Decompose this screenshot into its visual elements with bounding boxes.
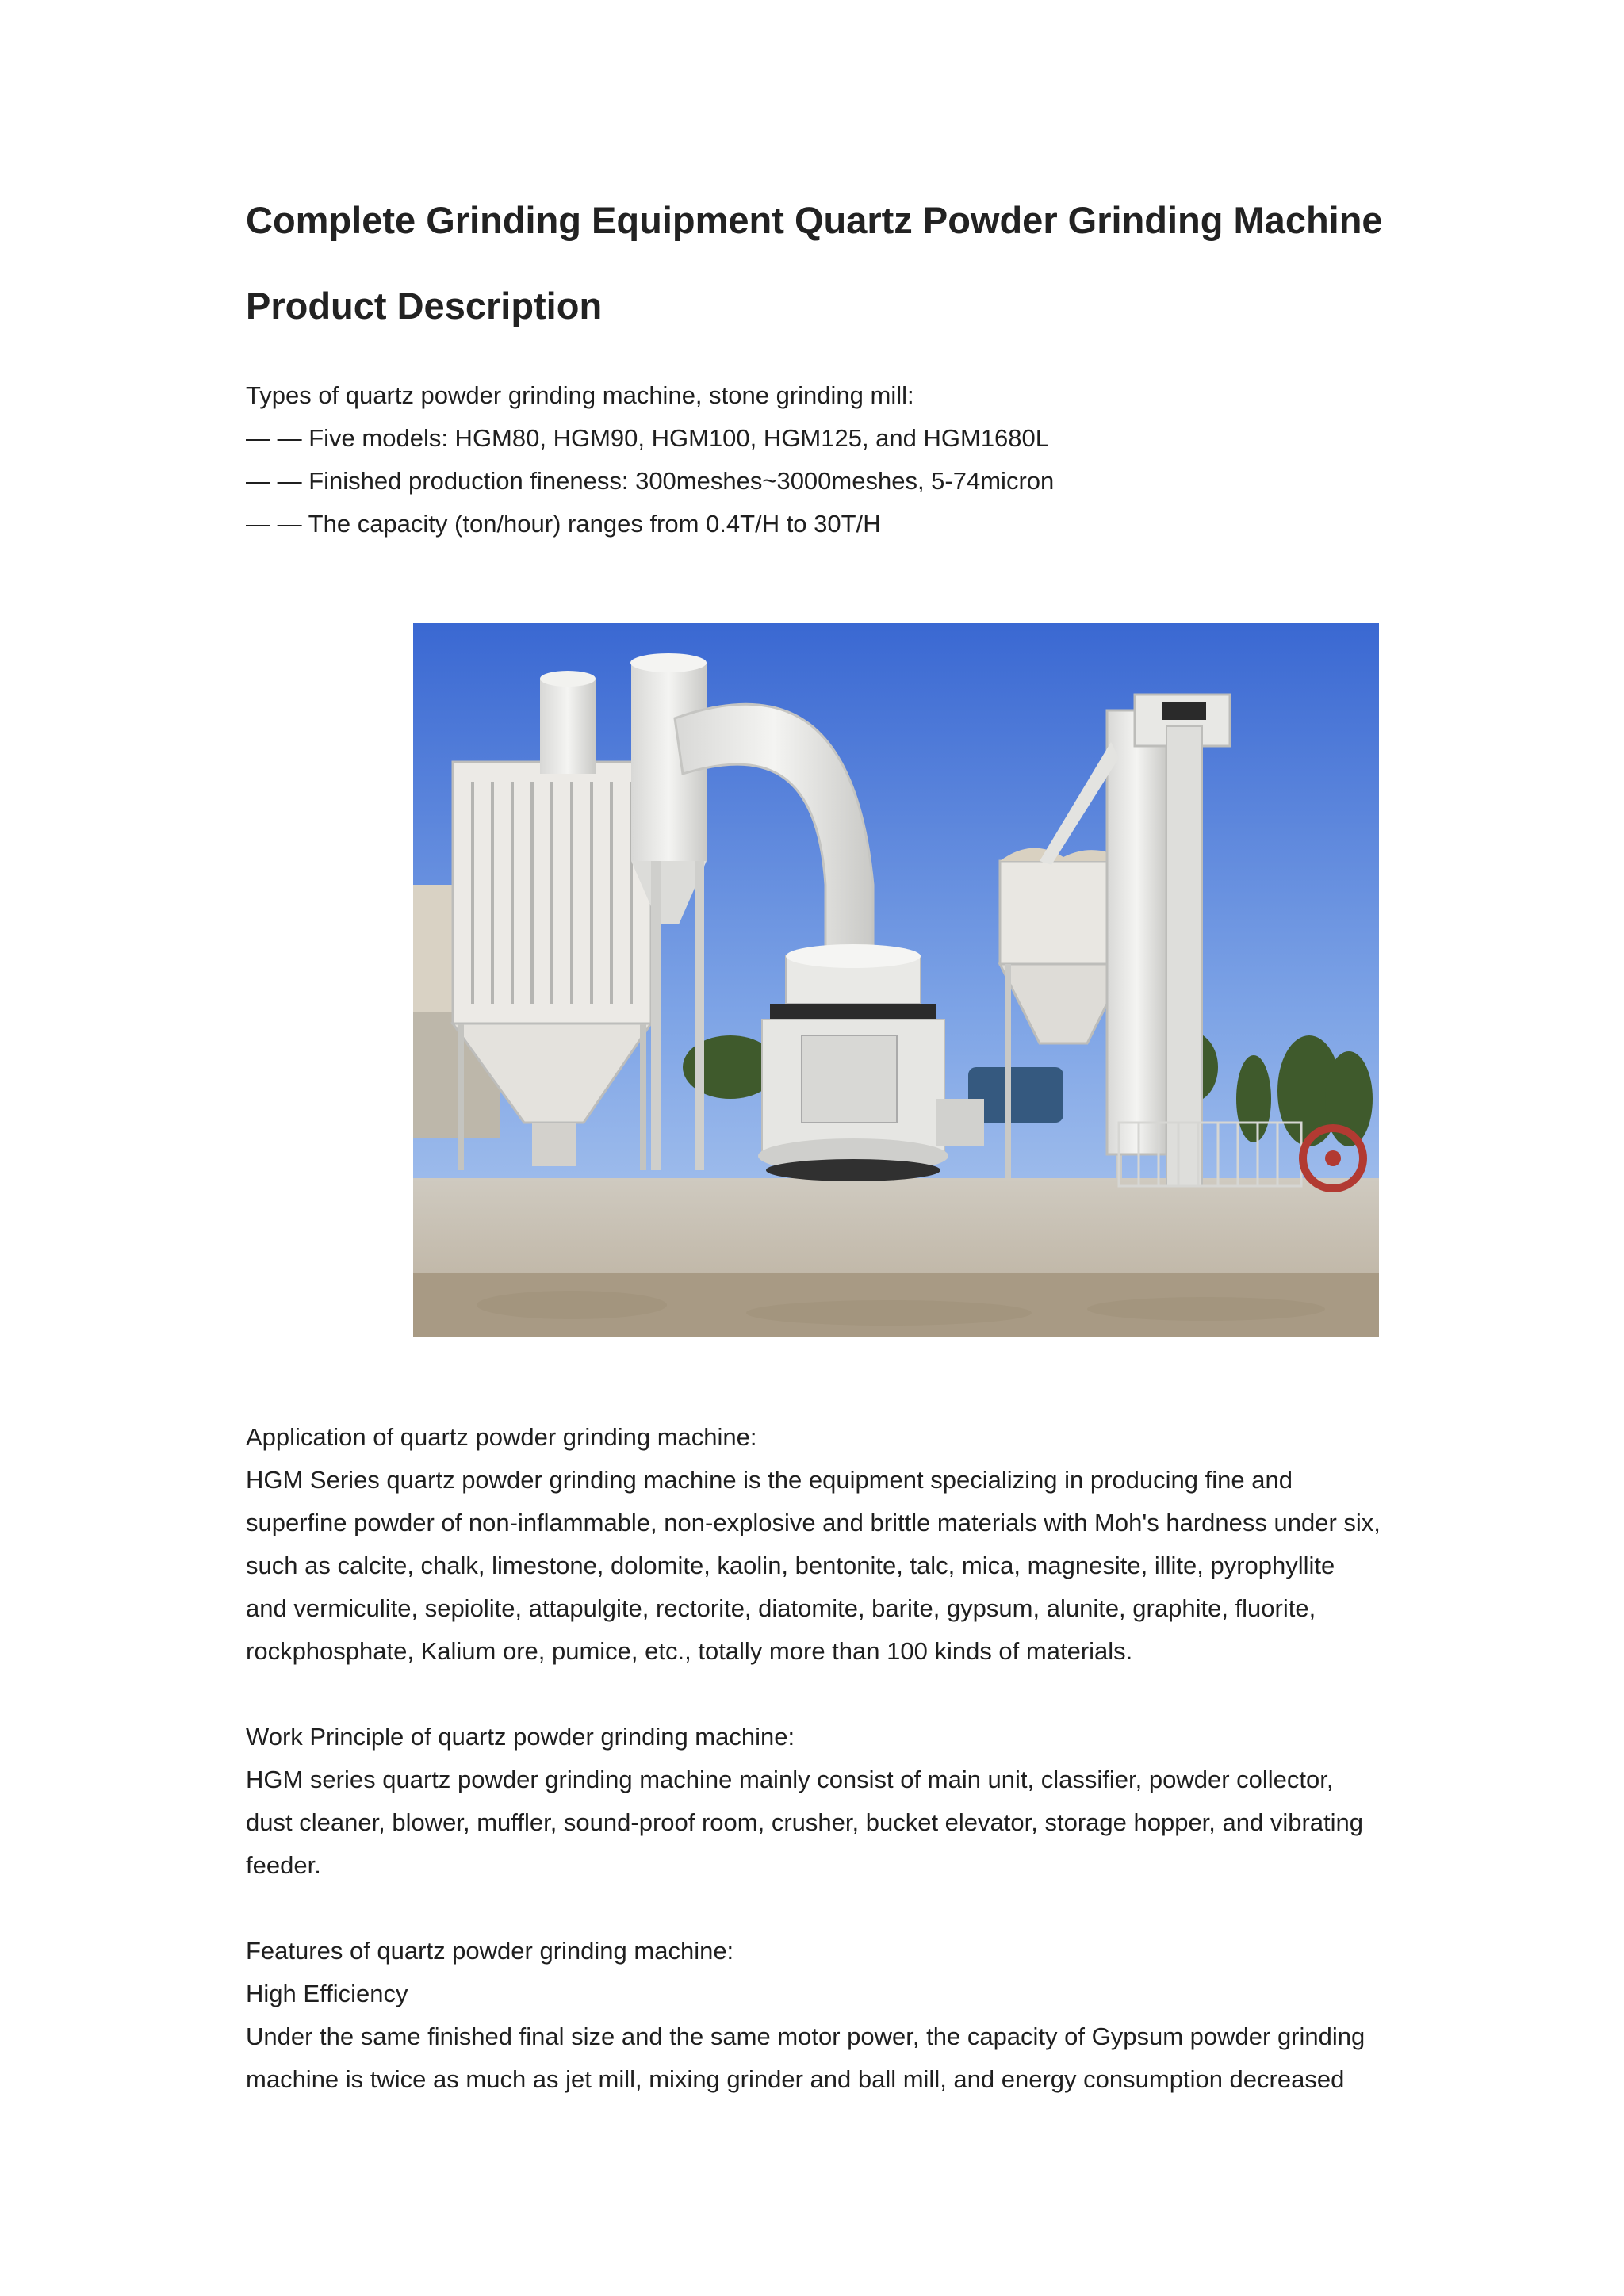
page-title: Complete Grinding Equipment Quartz Powder Grinding Machine bbox=[246, 199, 1383, 241]
principle-heading: Work Principle of quartz powder grinding machine: bbox=[246, 1723, 795, 1751]
types-bullet: — — The capacity (ton/hour) ranges from 0.4T/H to 30T/H bbox=[246, 510, 881, 538]
spacer bbox=[246, 1673, 1381, 1716]
types-bullet: — — Five models: HGM80, HGM90, HGM100, HGM125, and HGM1680L bbox=[246, 424, 1050, 452]
body-text bbox=[246, 1416, 1381, 2101]
section-title-product-description: Product Description bbox=[246, 285, 603, 327]
principle-paragraph: HGM series quartz powder grinding machine mainly consist of main unit, classifier, powder collector, dust cleaner, blower, muffler, sound-proof room, crusher, bucket elevator, storage hopper, and vibrating feeder. bbox=[246, 1766, 1364, 1879]
types-intro bbox=[246, 374, 1054, 545]
product-photo bbox=[413, 623, 1379, 1337]
features-heading: Features of quartz powder grinding machine: bbox=[246, 1937, 734, 1965]
application-paragraph: HGM Series quartz powder grinding machine is the equipment specializing in producing fine and superfine powder of non-inflammable, non-explosive and brittle materials with Moh's hardness under six, such as calcite, chalk, limestone, dolomite, kaolin, bentonite, talc, mica, magnesite, illite, pyrophyllite and vermiculite, sepiolite, attapulgite, rectorite, diatomite, barite, gypsum, alunite, graphite, fluorite, rockphosphate, Kalium ore, pumice, etc., totally more than 100 kinds of materials. bbox=[246, 1466, 1381, 1665]
features-paragraph: Under the same finished final size and the same motor power, the capacity of Gypsum powder grinding machine is twice as much as jet mill, mixing grinder and ball mill, and energy consumption decreased bbox=[246, 2022, 1365, 2093]
features-subheading: High Efficiency bbox=[246, 1980, 408, 2007]
application-heading: Application of quartz powder grinding machine: bbox=[246, 1423, 757, 1451]
types-bullet: — — Finished production fineness: 300meshes~3000meshes, 5-74micron bbox=[246, 467, 1055, 495]
spacer bbox=[246, 1887, 1381, 1930]
types-heading: Types of quartz powder grinding machine, stone grinding mill: bbox=[246, 381, 914, 409]
